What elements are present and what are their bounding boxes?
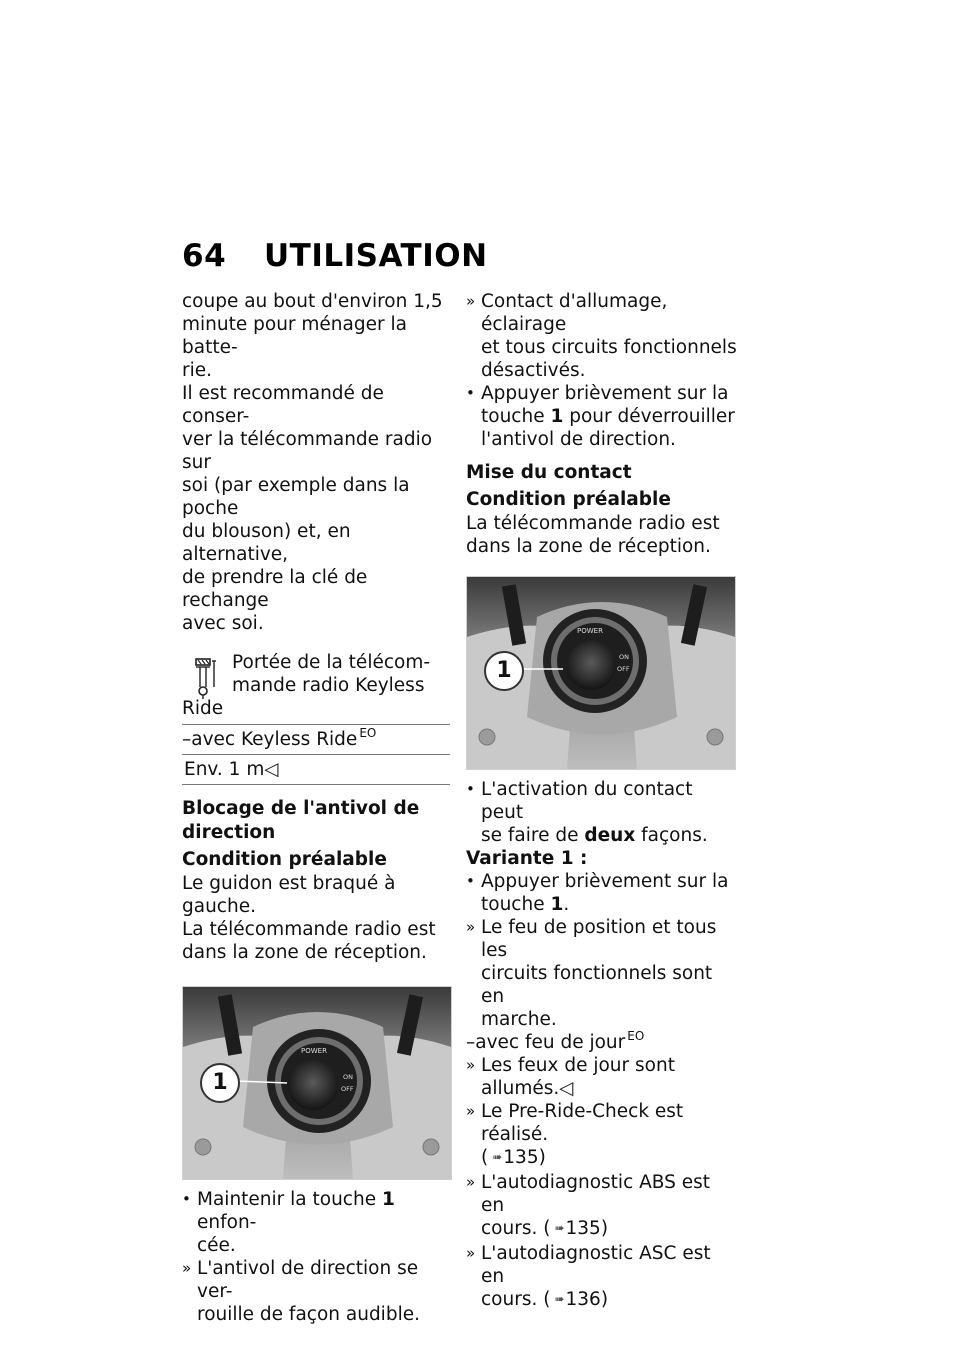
- text-line: Appuyer brièvement sur la: [481, 383, 729, 404]
- text-line: rouille de façon audible.: [197, 1304, 420, 1325]
- result-marker: »: [466, 918, 476, 936]
- condition-heading: Condition préalable: [182, 849, 387, 870]
- optional-equipment-mark: EO: [359, 725, 377, 740]
- text-line: Il est recommandé de conser-: [182, 383, 384, 427]
- condition-paragraph: [182, 872, 452, 964]
- text-line: dans la zone de réception.: [466, 536, 711, 557]
- text-line: allumés.◁: [481, 1078, 574, 1099]
- text-line: L'activation du contact peut: [481, 779, 693, 823]
- text-line: La télécommande radio est: [466, 513, 720, 534]
- power-label: POWER: [577, 627, 603, 635]
- result-asc-check: [466, 1242, 738, 1313]
- bullet-marker: •: [466, 384, 475, 402]
- text-part: .: [563, 894, 570, 915]
- right-column: [466, 290, 738, 1313]
- text-line: l'antivol de direction.: [481, 429, 676, 450]
- text-part: touche: [481, 894, 551, 915]
- text-part: enfon-: [197, 1212, 257, 1233]
- info-title-row: [182, 649, 450, 725]
- recommendation-paragraph: [182, 382, 452, 635]
- text-part: touche: [481, 406, 551, 427]
- text-line: et tous circuits fonctionnels: [481, 337, 737, 358]
- step-unlock: [466, 382, 738, 451]
- info-option-row: [182, 725, 450, 755]
- result-ignition-off: [466, 290, 738, 382]
- callout-1: 1: [484, 651, 524, 691]
- text-line: Le guidon est braqué à gauche.: [182, 873, 396, 917]
- power-button-photo: [182, 986, 452, 1180]
- option-label: –avec Keyless Ride: [182, 729, 358, 750]
- result-pre-ride-check: [466, 1100, 738, 1171]
- text-line: marche.: [481, 1009, 557, 1030]
- info-title-line: mande radio Keyless: [232, 675, 425, 696]
- off-label: OFF: [341, 1085, 354, 1093]
- text-part: façons.: [635, 825, 708, 846]
- optional-equipment-mark: EO: [627, 1028, 645, 1043]
- power-button-photo: [466, 576, 736, 770]
- text-line: désactivés.: [481, 360, 586, 381]
- heading-line: Blocage de l'antivol de: [182, 798, 420, 819]
- left-column: [182, 290, 452, 1326]
- result-daytime-light: [466, 1054, 738, 1100]
- result-marker: »: [466, 1244, 476, 1262]
- option-label: –avec feu de jour: [466, 1032, 626, 1053]
- result-marker: »: [182, 1259, 192, 1277]
- bullet-activation-ways: [466, 778, 738, 847]
- text-line: Contact d'allumage, éclairage: [481, 291, 668, 335]
- step-hold-button: [182, 1188, 452, 1257]
- text-line: cée.: [197, 1235, 236, 1256]
- result-marker: »: [466, 1173, 476, 1191]
- page-number: 64: [182, 238, 227, 274]
- info-title-line: Portée de la télécom-: [232, 652, 431, 673]
- info-title-line: Ride: [182, 698, 224, 719]
- result-marker: »: [466, 1102, 476, 1120]
- text-part: Maintenir la touche: [197, 1189, 382, 1210]
- text-line: coupe au bout d'environ 1,5: [182, 291, 443, 312]
- page-header: [182, 236, 488, 276]
- heading-line: direction: [182, 822, 276, 843]
- page-reference-link[interactable]: 136): [565, 1289, 609, 1310]
- power-label: POWER: [301, 1047, 327, 1055]
- result-marker: »: [466, 292, 476, 310]
- text-line: La télécommande radio est: [182, 919, 436, 940]
- emphasis: deux: [584, 825, 636, 846]
- key-reference: 1: [550, 406, 564, 427]
- callout-1: 1: [200, 1063, 240, 1103]
- text-line: Appuyer brièvement sur la: [481, 871, 729, 892]
- intro-paragraph: [182, 290, 452, 382]
- result-abs-check: [466, 1171, 738, 1242]
- section-heading-ignition: Mise du contact: [466, 462, 632, 483]
- range-info-box: [182, 649, 450, 785]
- text-line: soi (par exemple dans la poche: [182, 475, 410, 519]
- text-line: dans la zone de réception.: [182, 942, 427, 963]
- text-line: Les feux de jour sont: [481, 1055, 675, 1076]
- text-line: L'antivol de direction se ver-: [197, 1258, 419, 1302]
- text-line: L'autodiagnostic ABS est en: [481, 1172, 711, 1216]
- result-marker: »: [466, 1056, 476, 1074]
- info-value-row: Env. 1 m◁: [184, 759, 279, 780]
- text-line: ver la télécommande radio sur: [182, 429, 433, 473]
- text-line: Le Pre-Ride-Check est réalisé.: [481, 1101, 684, 1145]
- page-reference-arrow-icon[interactable]: ➠: [554, 1292, 564, 1306]
- text-line: L'autodiagnostic ASC est en: [481, 1243, 711, 1287]
- condition-paragraph: [466, 512, 738, 558]
- text-line: minute pour ménager la batte-: [182, 314, 407, 358]
- text-part: cours. (: [481, 1289, 551, 1310]
- text-part: se faire de: [481, 825, 585, 846]
- text-line: circuits fonctionnels sont en: [481, 963, 713, 1007]
- text-line: avec soi.: [182, 613, 264, 634]
- text-part: pour déverrouiller: [563, 406, 735, 427]
- text-line: du blouson) et, en alternative,: [182, 521, 351, 565]
- measurement-icon: [192, 657, 224, 701]
- text-part: cours. (: [481, 1218, 551, 1239]
- condition-heading: Condition préalable: [466, 489, 671, 510]
- section-heading-steering-lock: [182, 797, 452, 845]
- text-line: Le feu de position et tous les: [481, 917, 717, 961]
- text-part: (: [481, 1147, 489, 1168]
- result-lock: [182, 1257, 452, 1326]
- off-label: OFF: [617, 665, 630, 673]
- on-label: ON: [619, 653, 629, 661]
- option-daytime-light: [466, 1028, 738, 1054]
- page-reference-link[interactable]: 135): [565, 1218, 609, 1239]
- result-position-light: [466, 916, 738, 1031]
- bullet-marker: •: [466, 872, 475, 890]
- key-reference: 1: [381, 1189, 395, 1210]
- bullet-marker: •: [466, 780, 475, 798]
- bullet-marker: •: [182, 1190, 191, 1208]
- page-reference-link[interactable]: 135): [503, 1147, 546, 1168]
- page-reference-arrow-icon[interactable]: ➠: [492, 1150, 502, 1164]
- on-label: ON: [343, 1073, 353, 1081]
- key-reference: 1: [550, 894, 564, 915]
- step-press-button: [466, 870, 738, 916]
- variant-label: Variante 1 :: [466, 848, 588, 869]
- section-title: UTILISATION: [264, 238, 488, 274]
- text-line: de prendre la clé de rechange: [182, 567, 368, 611]
- text-line: rie.: [182, 360, 213, 381]
- page-reference-arrow-icon[interactable]: ➠: [554, 1221, 564, 1235]
